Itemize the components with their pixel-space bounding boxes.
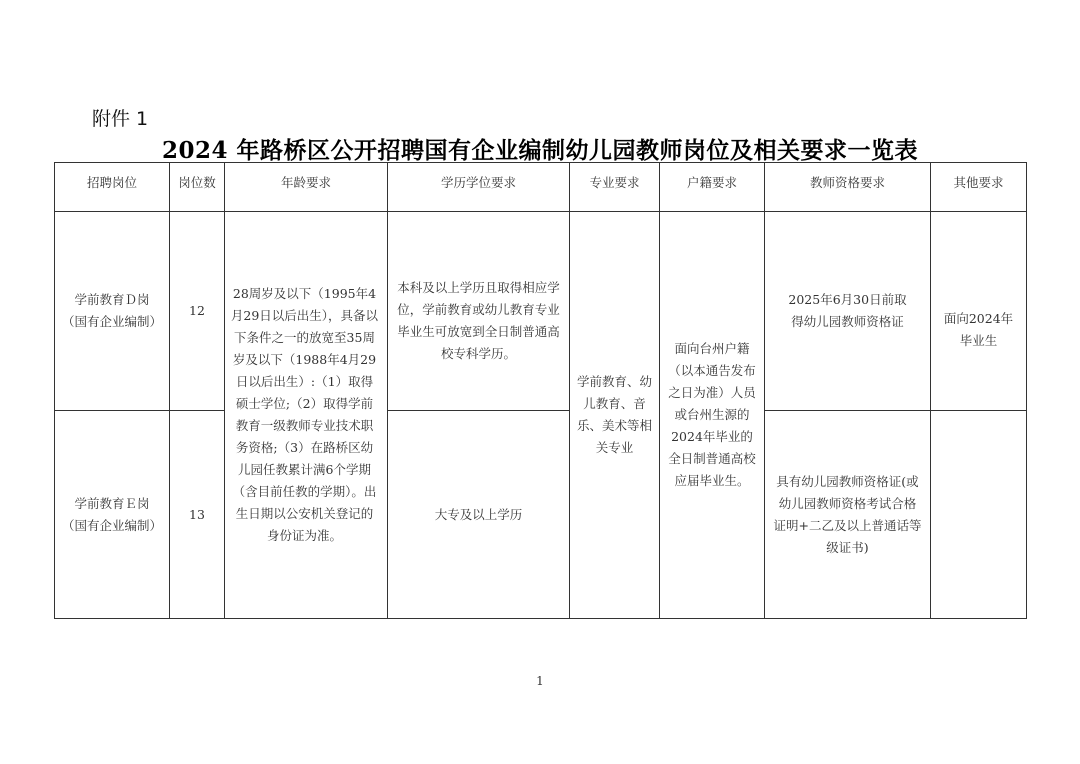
post-cell: 学前教育Ｅ岗 （国有企业编制）: [55, 411, 170, 619]
header-major: 专业要求: [570, 163, 660, 212]
header-residence: 户籍要求: [660, 163, 765, 212]
qualification-cell: 具有幼儿园教师资格证(或幼儿园教师资格考试合格证明+二乙及以上普通话等级证书): [765, 411, 931, 619]
attachment-label: 附件 1: [92, 108, 149, 130]
other-requirement-cell: 面向2024年毕业生: [931, 212, 1027, 411]
education-cell: 大专及以上学历: [388, 411, 570, 619]
header-count: 岗位数: [170, 163, 225, 212]
requirements-table: [54, 162, 1027, 619]
header-age: 年龄要求: [225, 163, 388, 212]
header-other: 其他要求: [931, 163, 1027, 212]
header-post: 招聘岗位: [55, 163, 170, 212]
header-qualification: 教师资格要求: [765, 163, 931, 212]
page-number: 1: [536, 674, 544, 688]
qualification-cell: 2025年6月30日前取得幼儿园教师资格证: [765, 212, 931, 411]
document-title: 2024 年路桥区公开招聘国有企业编制幼儿园教师岗位及相关要求一览表: [161, 137, 919, 164]
major-requirement-cell: 学前教育、幼儿教育、音乐、美术等相关专业: [570, 212, 660, 619]
header-education: 学历学位要求: [388, 163, 570, 212]
count-cell: 13: [170, 411, 225, 619]
table-header-row: [55, 163, 1027, 212]
other-requirement-cell: [931, 411, 1027, 619]
post-cell: 学前教育Ｄ岗 （国有企业编制）: [55, 212, 170, 411]
age-requirement-cell: 28周岁及以下（1995年4月29日以后出生），具备以下条件之一的放宽至35周岁及以下（1988年4月29日以后出生）:（1）取得硕士学位;（2）取得学前教育一级教师专业技术职务资格;（3）在路桥区幼儿园任教累计满6个学期（含目前任教的学期）。出生日期以公安机关登记的身份证为准。: [225, 212, 388, 619]
table-row: [55, 212, 1027, 411]
count-cell: 12: [170, 212, 225, 411]
residence-requirement-cell: 面向台州户籍（以本通告发布之日为准）人员或台州生源的2024年毕业的全日制普通高校应届毕业生。: [660, 212, 765, 619]
education-cell: 本科及以上学历且取得相应学位，学前教育或幼儿教育专业毕业生可放宽到全日制普通高校专科学历。: [388, 212, 570, 411]
table-row: [55, 411, 1027, 619]
